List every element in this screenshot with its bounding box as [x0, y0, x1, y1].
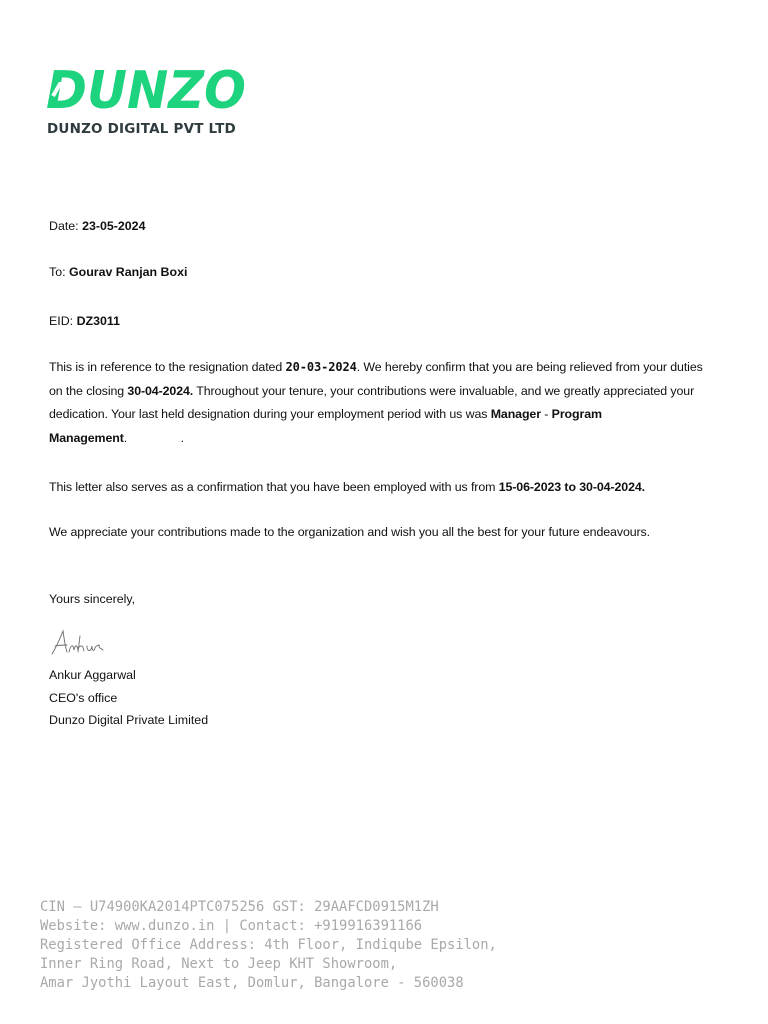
recipient-name: Gourav Ranjan Boxi: [68, 265, 188, 279]
date-value: 23-05-2024: [82, 219, 146, 233]
p1-text-1: This is in reference to the resignation dated: [49, 360, 286, 374]
date-line: [49, 218, 145, 234]
svg-text:DUNZO: DUNZO: [46, 62, 246, 112]
relieving-paragraph: [49, 356, 709, 450]
employment-paragraph: [49, 476, 709, 500]
footer-address-3: Amar Jyothi Layout East, Domlur, Bangalore - 560038: [40, 975, 464, 991]
eid-value: DZ3011: [76, 314, 120, 328]
dunzo-logo-wordmark: [46, 62, 248, 112]
footer-address-1: Registered Office Address: 4th Floor, Indiqube Epsilon,: [40, 937, 497, 953]
to-label: To:: [49, 265, 66, 279]
company-name: DUNZO DIGITAL PVT LTD: [47, 121, 236, 137]
date-label: Date:: [49, 219, 79, 233]
recipient-line: [49, 264, 187, 280]
p1-text-3: Throughout your tenure, your contributions were invaluable, and we greatly appreciated your dedication. Your last held designation during your employment period with us was: [49, 383, 695, 421]
signature: [49, 628, 119, 663]
dunzo-logo: [46, 62, 248, 112]
footer-cin-gst: CIN – U74900KA2014PTC075256 GST: 29AAFCD0915M1ZH: [40, 899, 439, 915]
signatory-title: CEO's office: [49, 691, 118, 705]
relieving-date: 30-04-2024.: [127, 383, 194, 398]
employment-period: 15-06-2023 to 30-04-2024.: [498, 480, 645, 494]
eid-line: [49, 313, 120, 329]
resignation-date: 20-03-2024: [285, 360, 357, 374]
p1-text-2: . We hereby confirm that you are being relieved from your duties on the closing: [49, 360, 703, 398]
appreciation-paragraph: We appreciate your contributions made to the organization and wish you all the best for your future endeavours.: [49, 525, 650, 539]
signature-image: [49, 628, 119, 658]
eid-label: EID:: [49, 314, 74, 328]
footer-address-2: Inner Ring Road, Next to Jeep KHT Showroom,: [40, 956, 398, 972]
p1-text-4: -: [540, 407, 552, 421]
signatory-name: Ankur Aggarwal: [49, 668, 136, 682]
company-footer: [40, 898, 497, 993]
signatory-company: Dunzo Digital Private Limited: [49, 713, 209, 727]
footer-website-contact: Website: www.dunzo.in | Contact: +919916391166: [40, 918, 423, 934]
p2-text-1: This letter also serves as a confirmation that you have been employed with us from: [49, 480, 499, 494]
designation-department: Program Management: [49, 407, 602, 445]
p1-text-5: . .: [123, 430, 184, 445]
designation-title: Manager: [490, 407, 541, 421]
closing: Yours sincerely,: [49, 592, 136, 606]
